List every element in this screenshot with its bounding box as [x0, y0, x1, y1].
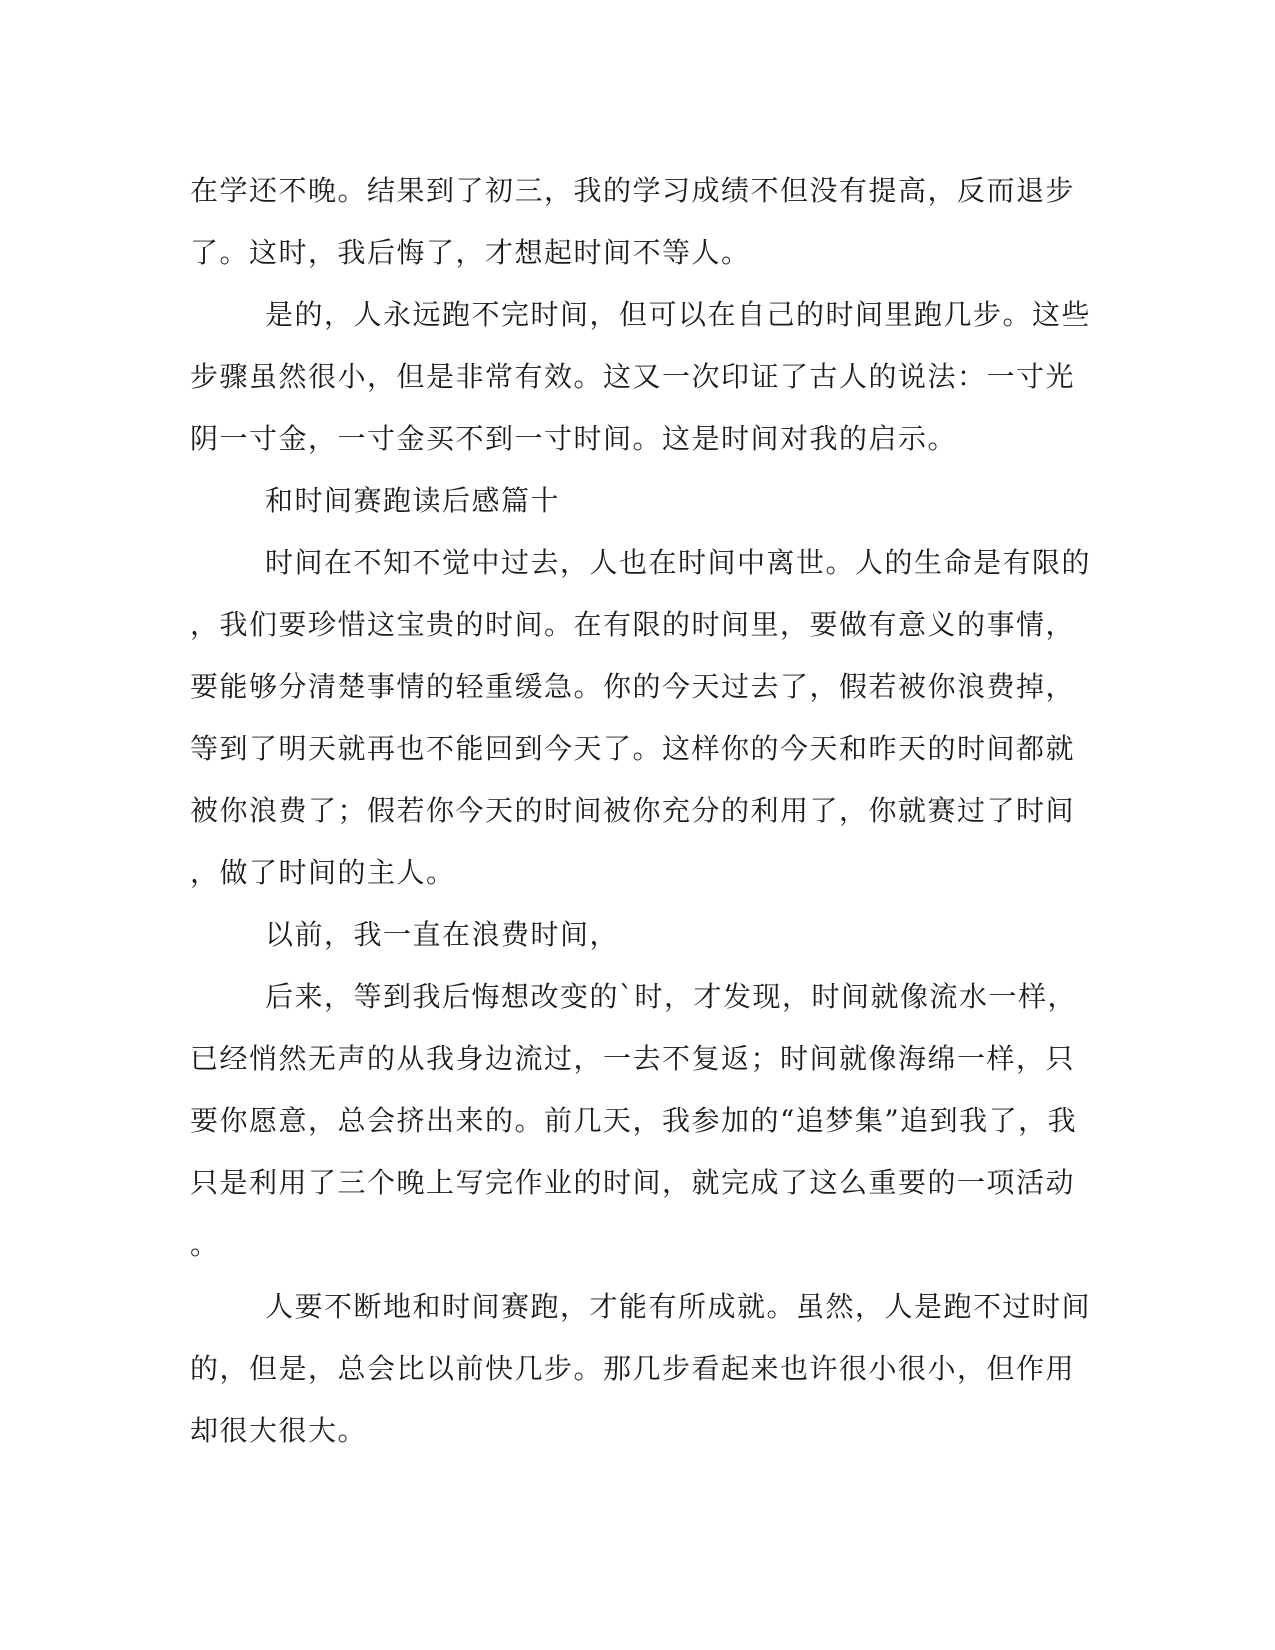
paragraph-first-line: 以前，我一直在浪费时间，	[265, 918, 620, 951]
paragraph-first-line: 后来，等到我后悔想改变的`时，才发现，时间就像流水一样，	[265, 980, 1078, 1013]
paragraph-first-line: 是的，人永远跑不完时间，但可以在自己的时间里跑几步。这些	[265, 298, 1092, 331]
text-line: 阴一寸金，一寸金买不到一寸时间。这是时间对我的启示。	[190, 422, 958, 455]
text-line: 等到了明天就再也不能回到今天了。这样你的今天和昨天的时间都就	[190, 732, 1076, 765]
paragraph-first-line: 人要不断地和时间赛跑，才能有所成就。虽然，人是跑不过时间	[265, 1290, 1092, 1323]
text-line: ，做了时间的主人。	[190, 856, 456, 889]
text-line: 步骤虽然很小，但是非常有效。这又一次印证了古人的说法：一寸光	[190, 360, 1076, 393]
text-line: 了。这时，我后悔了，才想起时间不等人。	[190, 236, 751, 269]
text-line: 只是利用了三个晚上写完作业的时间，就完成了这么重要的一项活动	[190, 1166, 1076, 1199]
document-body	[190, 160, 1092, 1462]
text-line: 在学还不晚。结果到了初三，我的学习成绩不但没有提高，反而退步	[190, 174, 1076, 207]
text-line: 已经悄然无声的从我身边流过，一去不复返；时间就像海绵一样，只	[190, 1042, 1076, 1075]
paragraph-first-line: 和时间赛跑读后感篇十	[265, 484, 561, 517]
text-line: 。	[190, 1228, 220, 1261]
text-line: 却很大很大。	[190, 1414, 368, 1447]
text-line: 要你愿意，总会挤出来的。前几天，我参加的“追梦集”追到我了，我	[190, 1104, 1078, 1137]
text-line: 的，但是，总会比以前快几步。那几步看起来也许很小很小，但作用	[190, 1352, 1076, 1385]
text-line: 要能够分清楚事情的轻重缓急。你的今天过去了，假若被你浪费掉，	[190, 670, 1076, 703]
paragraph-first-line: 时间在不知不觉中过去，人也在时间中离世。人的生命是有限的	[265, 546, 1092, 579]
text-line: ，我们要珍惜这宝贵的时间。在有限的时间里，要做有意义的事情，	[190, 608, 1076, 641]
text-line: 被你浪费了；假若你今天的时间被你充分的利用了，你就赛过了时间	[190, 794, 1076, 827]
